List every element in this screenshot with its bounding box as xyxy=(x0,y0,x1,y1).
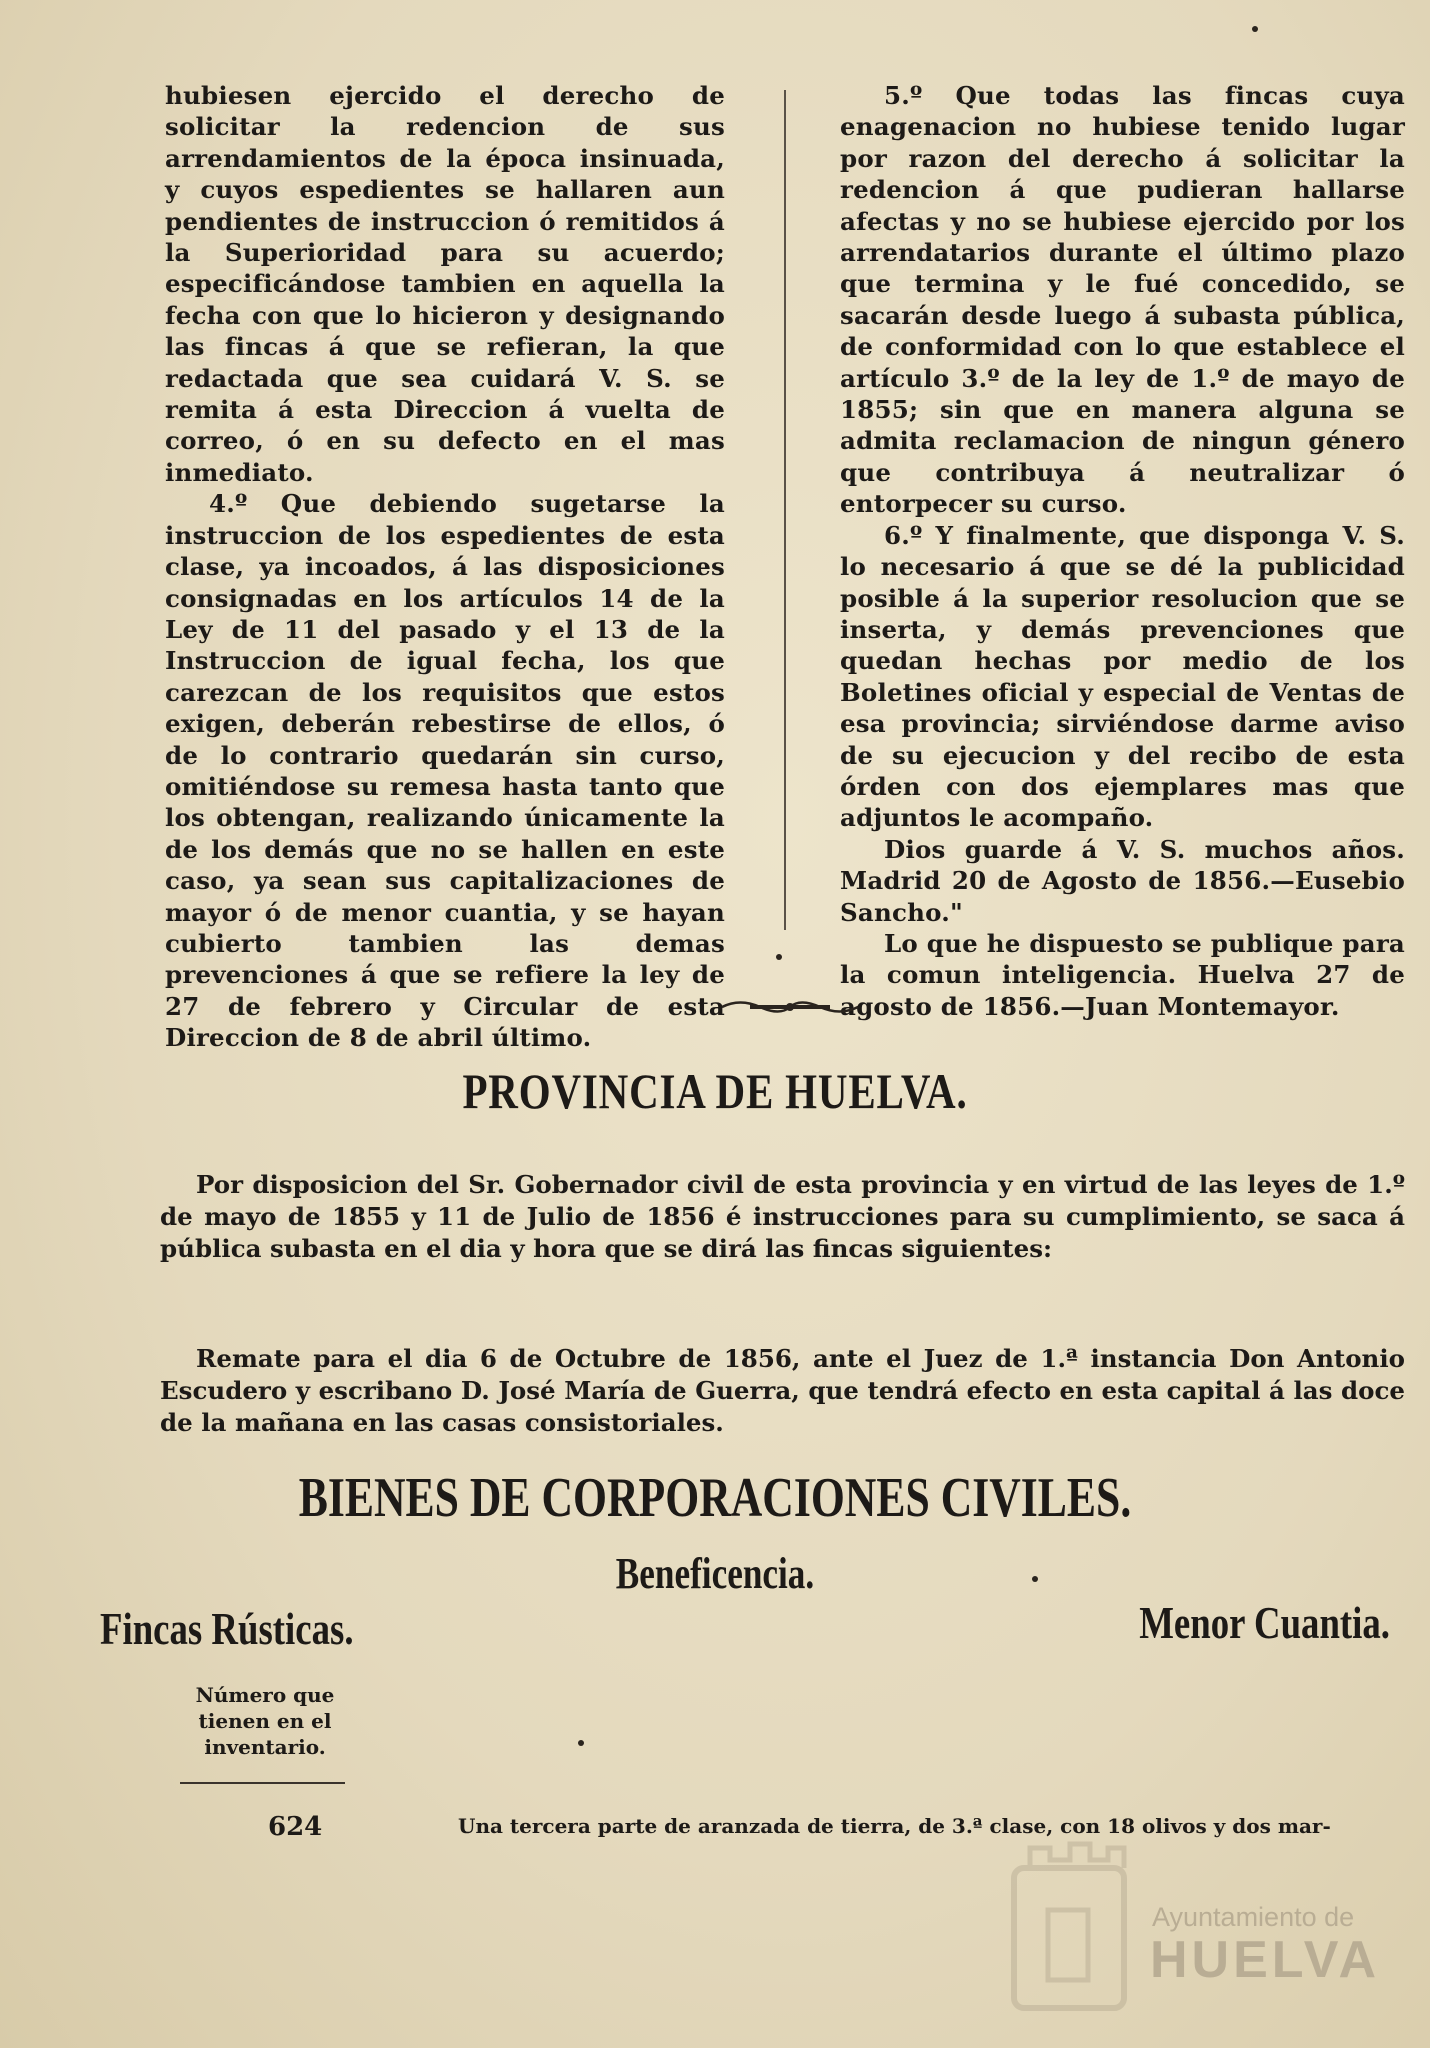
auction-remate: Remate para el dia 6 de Octubre de 1856, ante el Juez de 1.ª instancia Don Antonio Escudero y escribano D. José María de Guerra, que tendrá efecto en esta capital á las doce de la mañana en las casas consistoriales. xyxy=(160,1343,1405,1437)
ink-speck xyxy=(776,954,782,960)
right-text-column xyxy=(840,80,1405,1022)
watermark-line-1: Ayuntamiento de xyxy=(1152,1902,1355,1932)
ink-speck xyxy=(578,1740,584,1746)
left-text-column xyxy=(165,80,725,1054)
auction-intro: Por disposicion del Sr. Gobernador civil de esta provincia y en virtud de las leyes de 1.º de mayo de 1855 y 11 de Julio de 1856 é instrucciones para su cumplimiento, se saca á pública subasta en el dia y hora que se dirá las fincas siguientes: xyxy=(160,1169,1405,1263)
entry-description: Una tercera parte de aranzada de tierra, de 3.ª clase, con 18 olivos y dos mar- xyxy=(458,1814,1331,1838)
left-paragraph-2: 4.º Que debiendo sugetarse la instruccion de los espedientes de esta clase, ya incoados, á las disposiciones consignadas en los artículos 14 de la Ley de 11 del pasado y el 13 de la Instruccion de igual fecha, los que carezcan de los requisitos que estos exigen, deberán rebestirse de ellos, ó de lo contrario quedarán sin curso, omitiéndose su remesa hasta tanto que los obtengan, realizando únicamente la de los demás que no se hallen en este caso, ya sean sus capitalizaciones de mayor ó de menor cuantia, y se hayan cubierto tambien las demas prevenciones á que se refiere la ley de 27 de febrero y Circular de esta Direccion de 8 de abril último. xyxy=(165,489,725,1053)
right-paragraph-3: Dios guarde á V. S. muchos años. Madrid 20 de Agosto de 1856.—Eusebio Sancho." xyxy=(840,834,1405,927)
entry-number: 624 xyxy=(268,1812,323,1842)
right-paragraph-1: 5.º Que todas las fincas cuya enagenacion no hubiese tenido lugar por razon del derecho á solicitar la redencion á que pudieran hallarse afectas y no se hubiese ejercido por los arrendatarios durante el último plazo que termina y le fué concedido, se sacarán desde luego á subasta pública, de conformidad con lo que establece el artículo 3.º de la ley de 1.º de mayo de 1855; sin que en manera alguna se admita reclamacion de ningun género que contribuya á neutralizar ó entorpecer su curso. xyxy=(840,81,1405,519)
left-paragraph-1: hubiesen ejercido el derecho de solicitar la redencion de sus arrendamientos de la época insinuada, y cuyos espedientes se hallaren aun pendientes de instruccion ó remitidos á la Superioridad para su acuerdo; especificándose tambien en aquella la fecha con que lo hicieron y designando las fincas á que se refieran, la que redactada que sea cuidará V. S. se remita á esta Direccion á vuelta de correo, ó en su defecto en el mas inmediato. xyxy=(165,81,725,487)
province-heading: PROVINCIA DE HUELVA. xyxy=(462,1063,968,1119)
column-divider xyxy=(784,90,786,930)
header-underline xyxy=(180,1782,345,1784)
fincas-rusticas-heading: Fincas Rústicas. xyxy=(100,1603,354,1654)
bienes-heading: BIENES DE CORPORACIONES CIVILES. xyxy=(298,1467,1132,1529)
beneficencia-heading: Beneficencia. xyxy=(615,1549,815,1598)
right-paragraph-2: 6.º Y finalmente, que disponga V. S. lo necesario á que se dé la publicidad posible á la superior resolucion que se inserta, y demás prevenciones que quedan hechas por medio de los Boletines oficial y especial de Ventas de esa provincia; sirviéndose darme aviso de su ejecucion y del recibo de esta órden con dos ejemplares mas que adjuntos le acompaño. xyxy=(840,520,1405,833)
ink-speck xyxy=(1252,26,1258,32)
menor-cuantia-heading: Menor Cuantia. xyxy=(1139,1597,1390,1648)
inventory-number-header: Número que tienen en el inventario. xyxy=(195,1683,335,1759)
ornamental-divider-icon xyxy=(720,996,860,1018)
right-paragraph-4: Lo que he dispuesto se publique para la comun inteligencia. Huelva 27 de agosto de 1856.—Juan Montemayor. xyxy=(840,928,1405,1021)
watermark-line-2: HUELVA xyxy=(1150,1931,1381,1989)
ink-speck xyxy=(1032,1576,1038,1582)
